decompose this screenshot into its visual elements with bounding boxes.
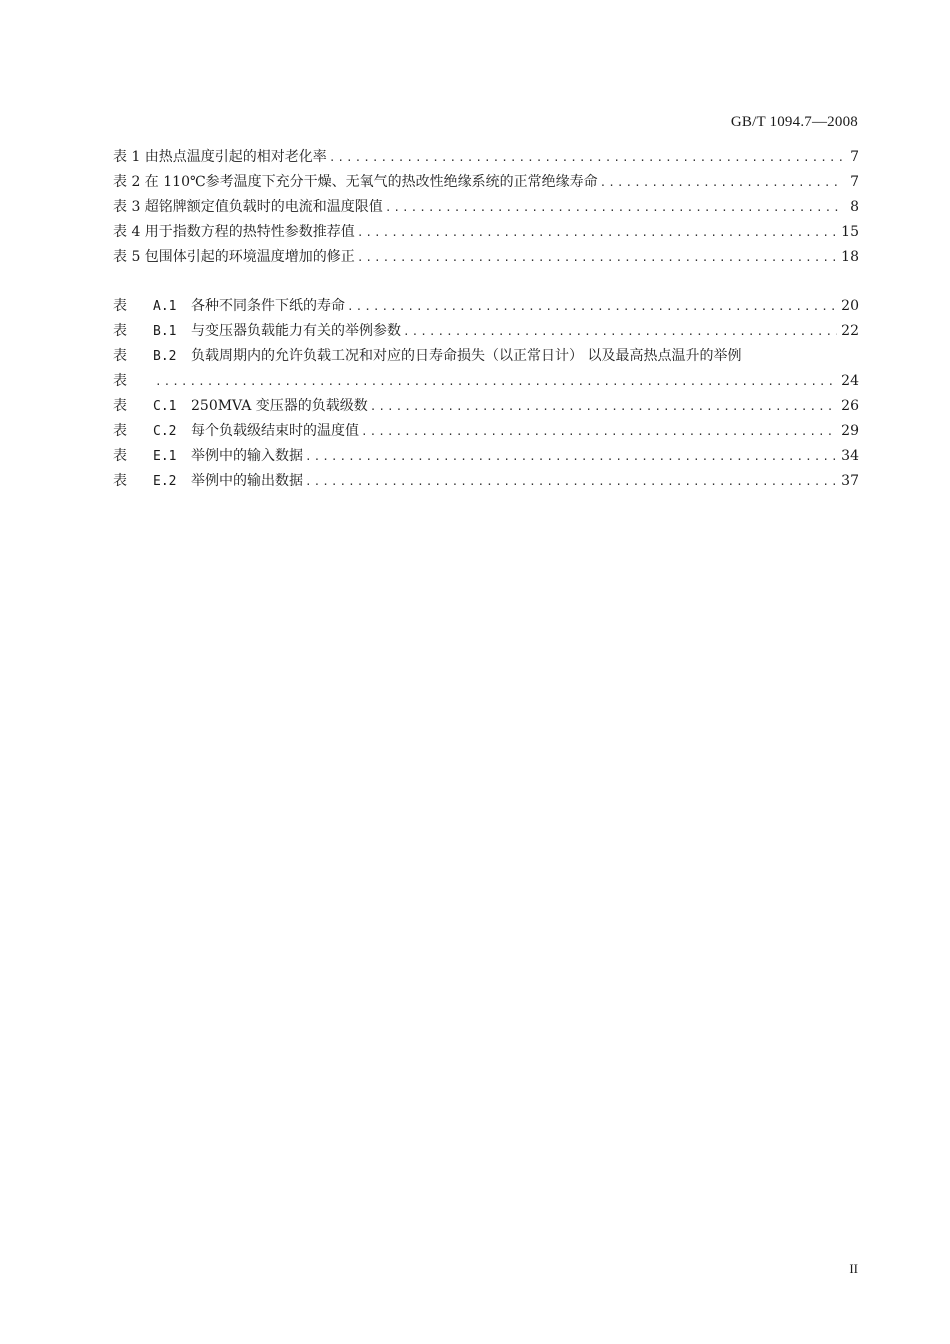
toc-entry-page: 26 <box>841 398 859 414</box>
table-title: 各种不同条件下纸的寿命 <box>191 298 345 314</box>
toc-entry-label <box>113 319 401 344</box>
toc-entry-page: 15 <box>841 224 859 240</box>
toc-entry[interactable] <box>113 294 859 319</box>
dot-leader <box>357 245 837 270</box>
table-title: 举例中的输出数据 <box>191 473 303 489</box>
toc-entry-label <box>113 369 153 394</box>
toc-entry[interactable] <box>113 444 859 469</box>
toc-entry-page: 20 <box>841 298 859 314</box>
page-number: II <box>849 1261 858 1276</box>
toc-entry-label <box>113 444 303 469</box>
dot-leader <box>329 145 843 170</box>
toc-entry-label <box>113 419 359 444</box>
toc-tables-main <box>113 145 859 270</box>
table-prefix: 表 <box>113 348 127 364</box>
table-title: 负载周期内的允许负载工况和对应的日寿命损失（以正常日计） 以及最高热点温升的举例 <box>191 348 742 364</box>
toc-entry-page: 37 <box>841 473 859 489</box>
toc-entry-page: 8 <box>850 199 859 215</box>
table-title: 250MVA 变压器的负载级数 <box>191 398 368 414</box>
toc-entry-page: 34 <box>841 448 859 464</box>
table-code: B.1 <box>153 324 177 339</box>
toc-entry[interactable] <box>113 170 859 195</box>
dot-leader <box>305 444 837 469</box>
table-code: C.2 <box>153 424 177 439</box>
toc-entry[interactable] <box>113 220 859 245</box>
toc-entry-label <box>113 394 368 419</box>
toc-entry-label: 表 3 超铭牌额定值负载时的电流和温度限值 <box>113 199 383 215</box>
toc-entry-page: 24 <box>841 373 859 389</box>
table-code: C.1 <box>153 399 177 414</box>
table-title: 与变压器负载能力有关的举例参数 <box>191 323 401 339</box>
table-title: 举例中的输入数据 <box>191 448 303 464</box>
table-title: 每个负载级结束时的温度值 <box>191 423 359 439</box>
dot-leader <box>385 195 843 220</box>
table-code: A.1 <box>153 299 177 314</box>
table-prefix: 表 <box>113 398 127 414</box>
dot-leader <box>403 319 837 344</box>
table-prefix: 表 <box>113 323 127 339</box>
toc-entry[interactable] <box>113 394 859 419</box>
toc-entry-label: 表 5 包围体引起的环境温度增加的修正 <box>113 249 355 265</box>
toc-entry[interactable] <box>113 469 859 494</box>
toc-entry-label: 表 2 在 110℃参考温度下充分干燥、无氧气的热改性绝缘系统的正常绝缘寿命 <box>113 174 598 190</box>
toc-entry-label: 表 1 由热点温度引起的相对老化率 <box>113 149 327 165</box>
dot-leader <box>305 469 837 494</box>
toc-entry-label <box>113 469 303 494</box>
dot-leader <box>357 220 837 245</box>
toc-entry[interactable] <box>113 419 859 444</box>
dot-leader <box>361 419 837 444</box>
table-prefix: 表 <box>113 298 127 314</box>
toc-entry-continuation[interactable] <box>113 369 859 394</box>
toc-entry-page: 22 <box>841 323 859 339</box>
toc-entry-page: 29 <box>841 423 859 439</box>
table-prefix: 表 <box>113 373 127 389</box>
dot-leader <box>370 394 837 419</box>
toc-entry[interactable] <box>113 344 859 369</box>
dot-leader <box>600 170 843 195</box>
document-code: GB/T 1094.7—2008 <box>730 114 858 130</box>
dot-leader <box>347 294 837 319</box>
toc-entry-label <box>113 294 345 319</box>
toc-entry[interactable] <box>113 195 859 220</box>
table-code: E.1 <box>153 449 177 464</box>
toc-tables-annex <box>113 294 859 494</box>
dot-leader <box>155 369 837 394</box>
table-code: B.2 <box>153 349 177 364</box>
toc-entry-page: 7 <box>850 174 859 190</box>
toc-entry-page: 7 <box>850 149 859 165</box>
table-prefix: 表 <box>113 473 127 489</box>
toc-entry[interactable] <box>113 245 859 270</box>
table-prefix: 表 <box>113 448 127 464</box>
toc-entry-page: 18 <box>841 249 859 265</box>
toc-entry[interactable] <box>113 145 859 170</box>
table-prefix: 表 <box>113 423 127 439</box>
table-code: E.2 <box>153 474 177 489</box>
toc-entry[interactable] <box>113 319 859 344</box>
toc-entry-label: 表 4 用于指数方程的热特性参数推荐值 <box>113 224 355 240</box>
